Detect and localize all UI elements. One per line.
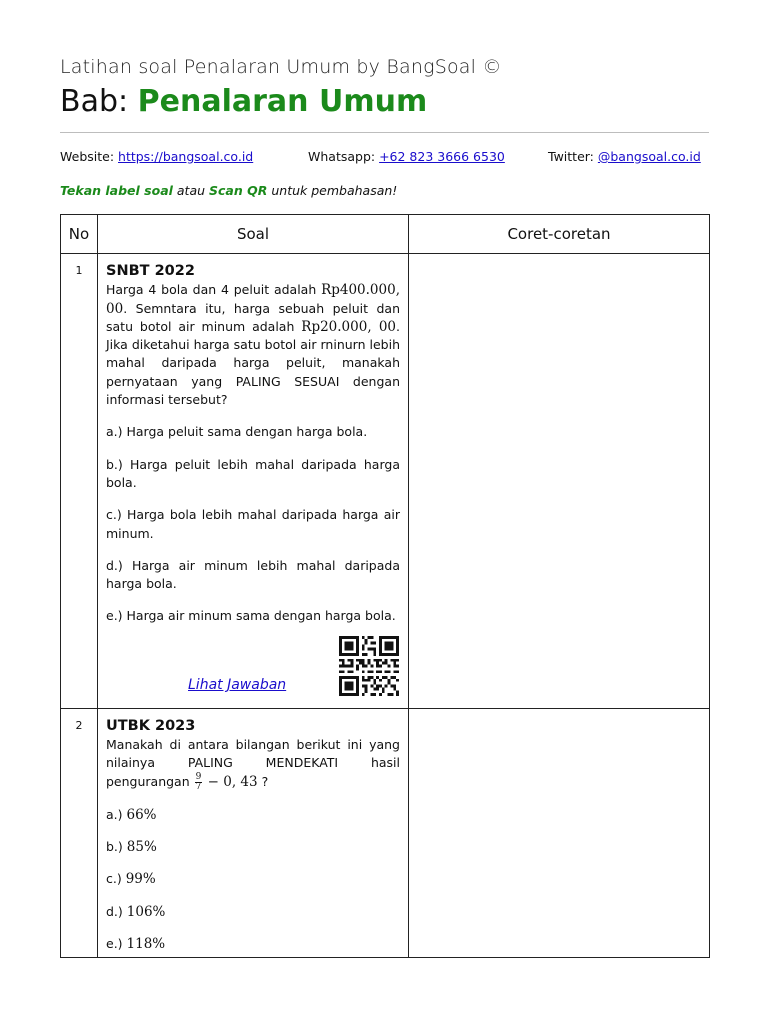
question-text bbox=[106, 281, 400, 409]
twitter-link[interactable]: @bangsoal.co.id bbox=[597, 149, 701, 164]
hint-label-soal: Tekan label soal bbox=[60, 183, 173, 198]
question-text bbox=[106, 736, 400, 792]
question-text-part: . Semntara itu, harga sebuah peluit dan satu botol air minum adalah bbox=[106, 300, 400, 334]
question-cell bbox=[98, 708, 409, 957]
question-number: 1 bbox=[61, 254, 98, 709]
fraction-numerator: 9 bbox=[195, 771, 202, 782]
question-text-end: ? bbox=[257, 773, 269, 789]
option-e bbox=[106, 935, 400, 953]
chapter-name: Penalaran Umum bbox=[137, 84, 428, 119]
option-label: b.) bbox=[106, 838, 127, 854]
option-value: 106% bbox=[126, 903, 166, 920]
option-a: a.) Harga peluit sama dengan harga bola. bbox=[106, 424, 368, 440]
option-label: d.) bbox=[106, 903, 127, 919]
header-no: No bbox=[61, 215, 98, 254]
question-text-part: Harga 4 bola dan 4 peluit adalah bbox=[106, 282, 322, 298]
website-label: Website: bbox=[60, 149, 119, 164]
question-row-2 bbox=[61, 708, 710, 957]
chapter-title bbox=[60, 84, 427, 119]
website-info bbox=[60, 149, 253, 164]
math-expression: − 0, 43 bbox=[203, 773, 258, 790]
option-label: a.) bbox=[106, 806, 127, 822]
option-d: d.) Harga air minum lebih mahal daripada harga bola. bbox=[106, 557, 400, 592]
option-c bbox=[106, 870, 400, 888]
option-label: c.) bbox=[106, 871, 126, 887]
math-price-2: Rp20.000, 00 bbox=[301, 318, 396, 335]
hint-scan-qr: Scan QR bbox=[209, 183, 268, 198]
hint-text-1: atau bbox=[172, 183, 210, 198]
option-b bbox=[106, 838, 400, 856]
question-text-part: . Jika diketahui harga satu botol air rninurn lebih mahal daripada harga peluit, manakah pernyataan yang PALING SESUAI dengan informasi tersebut? bbox=[106, 318, 400, 408]
question-number: 2 bbox=[61, 708, 98, 957]
website-link[interactable]: https://bangsoal.co.id bbox=[118, 149, 254, 164]
whatsapp-link[interactable]: +62 823 3666 6530 bbox=[379, 149, 505, 164]
twitter-info bbox=[548, 149, 701, 164]
option-value: 66% bbox=[126, 806, 157, 823]
fraction bbox=[195, 773, 203, 792]
question-title[interactable]: SNBT 2022 bbox=[106, 263, 195, 279]
instruction-hint bbox=[60, 183, 397, 198]
hint-text-2: untuk pembahasan! bbox=[267, 183, 398, 198]
option-e: e.) Harga air minum sama dengan harga bola. bbox=[106, 608, 396, 624]
scratch-area[interactable] bbox=[409, 708, 710, 957]
whatsapp-info bbox=[308, 149, 505, 164]
option-b: b.) Harga peluit lebih mahal daripada harga bola. bbox=[106, 456, 400, 490]
scratch-area[interactable] bbox=[409, 254, 710, 709]
question-text-part: Manakah di antara bilangan berikut ini yang nilainya PALING MENDEKATI hasil pengurangan bbox=[106, 737, 400, 789]
see-answer-link[interactable]: Lihat Jawaban bbox=[188, 676, 287, 693]
fraction-denominator: 7 bbox=[195, 781, 202, 792]
question-table bbox=[60, 214, 710, 958]
twitter-label: Twitter: bbox=[548, 149, 598, 164]
table-header-row bbox=[61, 215, 710, 254]
option-value: 85% bbox=[126, 838, 157, 855]
header-coret: Coret-coretan bbox=[409, 215, 710, 254]
option-c: c.) Harga bola lebih mahal daripada harga air minum. bbox=[106, 507, 400, 541]
qr-code-icon[interactable] bbox=[339, 636, 399, 696]
option-value: 99% bbox=[125, 871, 156, 888]
option-label: e.) bbox=[106, 935, 127, 951]
option-d bbox=[106, 903, 400, 921]
option-a bbox=[106, 806, 400, 824]
question-cell bbox=[98, 254, 409, 709]
answer-row bbox=[106, 636, 400, 698]
document-subtitle: Latihan soal Penalaran Umum by BangSoal © bbox=[60, 56, 502, 78]
option-value: 118% bbox=[126, 935, 166, 952]
chapter-prefix: Bab: bbox=[60, 84, 138, 119]
header-soal: Soal bbox=[98, 215, 409, 254]
question-title[interactable]: UTBK 2023 bbox=[106, 717, 196, 734]
math-price-1: Rp400.000, 00 bbox=[106, 282, 400, 317]
whatsapp-label: Whatsapp: bbox=[308, 149, 380, 164]
question-row-1 bbox=[61, 254, 710, 709]
header-divider bbox=[60, 132, 709, 133]
